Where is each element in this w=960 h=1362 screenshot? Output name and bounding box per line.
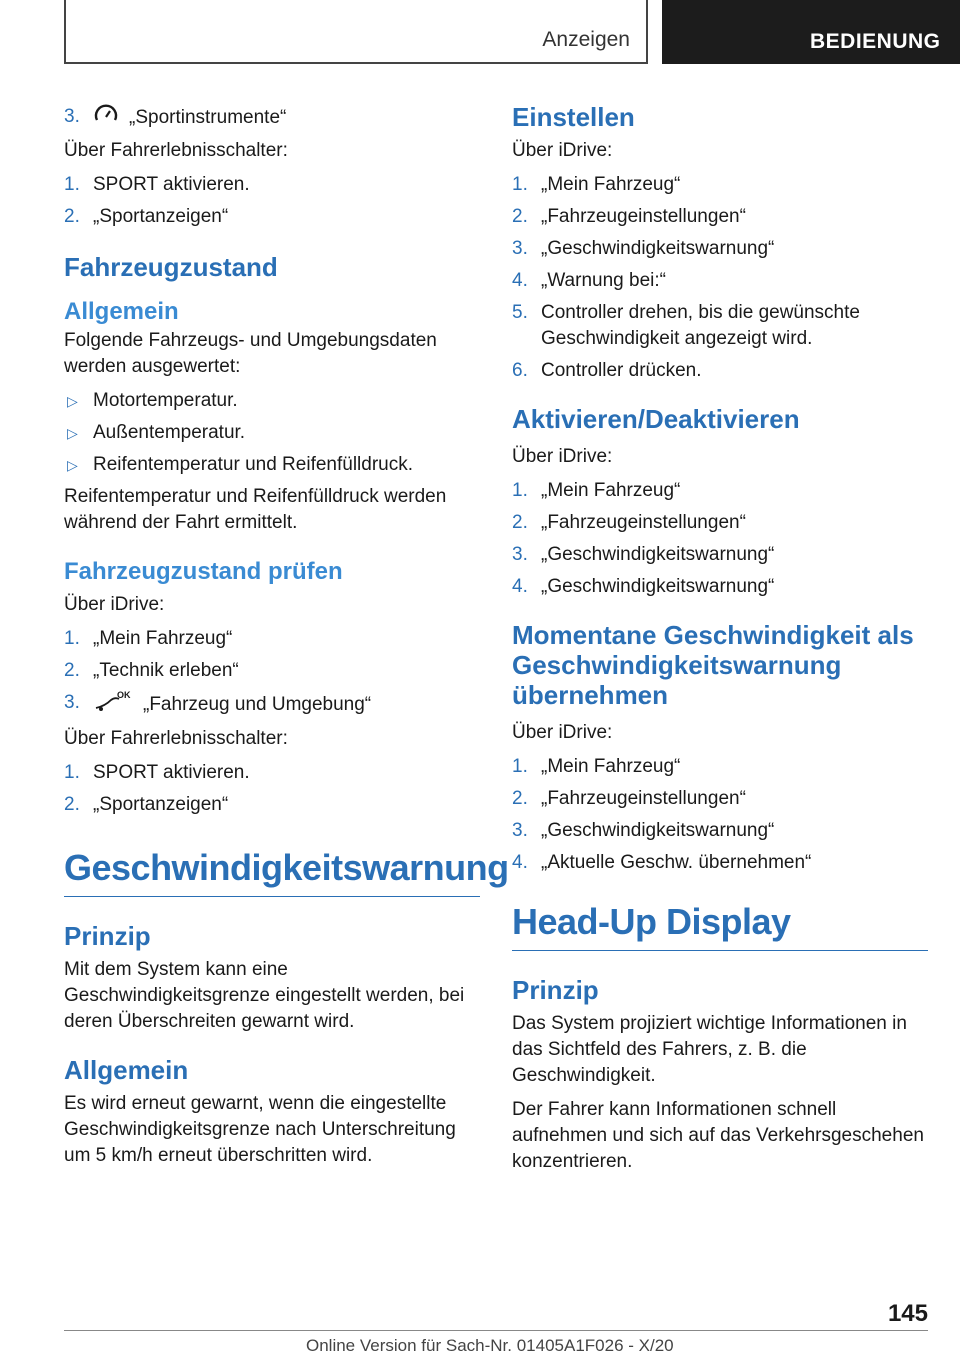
triangle-bullet-icon: ▷ xyxy=(67,393,78,409)
triangle-bullet-icon: ▷ xyxy=(67,457,78,473)
heading-allgemein-2: Allgemein xyxy=(64,1055,189,1085)
left-column xyxy=(64,100,509,1177)
sport-steps-list xyxy=(64,104,480,132)
list-item: 3. „Geschwindigkeitswarnung“ xyxy=(512,820,775,841)
list-item: 2. „Technik erleben“ xyxy=(64,660,239,681)
list-item: 2. „Fahrzeugeinstellungen“ xyxy=(512,788,746,809)
list-item: 3. „Geschwindigkeitswarnung“ xyxy=(512,544,775,565)
step-text: „Sportinstrumente“ xyxy=(129,107,287,129)
list-item: 2. „Fahrzeugeinstellungen“ xyxy=(512,512,746,533)
header-chapter-label: BEDIENUNG xyxy=(810,30,941,53)
heading-aktivieren: Aktivieren/Deaktivieren xyxy=(512,404,800,434)
list-item: 1. „Mein Fahrzeug“ xyxy=(512,174,681,195)
aktivieren-steps xyxy=(512,478,928,600)
list-item: 1. SPORT aktivieren. xyxy=(64,762,250,783)
heading-einstellen: Einstellen xyxy=(512,102,635,132)
hud-text-2: Der Fahrer kann Informationen schnell aufnehmen und sich auf das Verkehrsgeschehen konzentrieren. xyxy=(512,1099,924,1172)
heading-head-up-display: Head-Up Display xyxy=(512,902,928,951)
page-number: 145 xyxy=(887,1300,928,1327)
intro-switch: Über Fahrerlebnisschalter: xyxy=(64,140,288,161)
heading-hud-prinzip: Prinzip xyxy=(512,975,599,1005)
list-item: 2. „Sportanzeigen“ xyxy=(64,794,229,815)
hud-text-1: Das System projiziert wichtige Informationen in das Sichtfeld des Fahrers, z. B. die Geschwindigkeit. xyxy=(512,1013,907,1086)
aktivieren-intro: Über iDrive: xyxy=(512,446,613,467)
list-item: 1. SPORT aktivieren. xyxy=(64,174,250,195)
heading-momentane: Momentane Geschwindigkeit als Geschwindigkeitswarnung übernehmen xyxy=(512,620,914,710)
list-item: 5. Controller drehen, bis die gewünschte Geschwindigkeit angezeigt wird. xyxy=(512,302,860,349)
footer-divider xyxy=(64,1330,928,1331)
pruefen-steps-list xyxy=(64,626,480,720)
pruefen-switch-intro: Über Fahrerlebnisschalter: xyxy=(64,728,288,749)
step-number: 3. xyxy=(64,106,80,127)
list-item xyxy=(64,104,480,132)
list-item: 3. „Geschwindigkeitswarnung“ xyxy=(512,238,775,259)
pruefen-intro: Über iDrive: xyxy=(64,594,165,615)
list-item: 2. „Fahrzeugeinstellungen“ xyxy=(512,206,746,227)
heading-geschwindigkeitswarnung: Geschwindigkeitswarnung xyxy=(64,848,480,897)
switch-steps-list xyxy=(64,172,480,230)
list-item: 1. „Mein Fahrzeug“ xyxy=(512,480,681,501)
einstellen-intro: Über iDrive: xyxy=(512,140,613,161)
list-item: 2. „Sportanzeigen“ xyxy=(64,206,229,227)
list-item: 1. „Mein Fahrzeug“ xyxy=(512,756,681,777)
momentane-steps xyxy=(512,754,928,876)
heading-fahrzeugzustand: Fahrzeugzustand xyxy=(64,252,278,282)
list-item: ▷ Reifentemperatur und Reifenfülldruck. xyxy=(64,452,480,478)
heading-prinzip: Prinzip xyxy=(64,921,151,951)
triangle-bullet-icon: ▷ xyxy=(67,425,78,441)
einstellen-steps xyxy=(512,172,928,384)
list-item: 4. „Aktuelle Geschw. übernehmen“ xyxy=(512,852,812,873)
footer-online-version: Online Version für Sach-Nr. 01405A1F026 - X/20 xyxy=(306,1336,674,1355)
list-item: 4. „Geschwindigkeitswarnung“ xyxy=(512,576,775,597)
heading-pruefen: Fahrzeugzustand prüfen xyxy=(64,558,343,585)
momentane-intro: Über iDrive: xyxy=(512,722,613,743)
list-item: ▷ Motortemperatur. xyxy=(64,388,480,414)
prinzip-text: Mit dem System kann eine Geschwindigkeitsgrenze eingestellt werden, bei deren Überschreiten gewarnt wird. xyxy=(64,959,465,1032)
gauge-icon xyxy=(93,104,119,132)
list-item: 4. „Warnung bei:“ xyxy=(512,270,666,291)
car-ok-icon xyxy=(93,690,133,720)
heading-allgemein: Allgemein xyxy=(64,298,179,325)
allgemein-text: Folgende Fahrzeugs- und Umgebungsdaten werden ausgewertet: xyxy=(64,330,437,377)
allgemein-text2: Reifentemperatur und Reifenfülldruck werden während der Fahrt ermittelt. xyxy=(64,486,447,533)
header-chapter-tab xyxy=(662,0,960,64)
svg-text:OK: OK xyxy=(117,690,131,700)
list-item: 1. „Mein Fahrzeug“ xyxy=(64,628,233,649)
pruefen-switch-steps xyxy=(64,760,480,818)
list-item: 3. OK „Fahrzeug und Umgebung“ xyxy=(64,690,480,720)
right-column xyxy=(512,100,928,1183)
allgemein2-text: Es wird erneut gewarnt, wenn die eingestellte Geschwindigkeitsgrenze nach Unterschreitung um 5 km/h erneut überschritten wird. xyxy=(64,1093,456,1166)
header-section-box xyxy=(64,0,648,64)
list-item: ▷ Außentemperatur. xyxy=(64,420,480,446)
header-section-title: Anzeigen xyxy=(542,28,630,51)
allgemein-bullets xyxy=(64,388,480,478)
list-item: 6. Controller drücken. xyxy=(512,360,702,381)
